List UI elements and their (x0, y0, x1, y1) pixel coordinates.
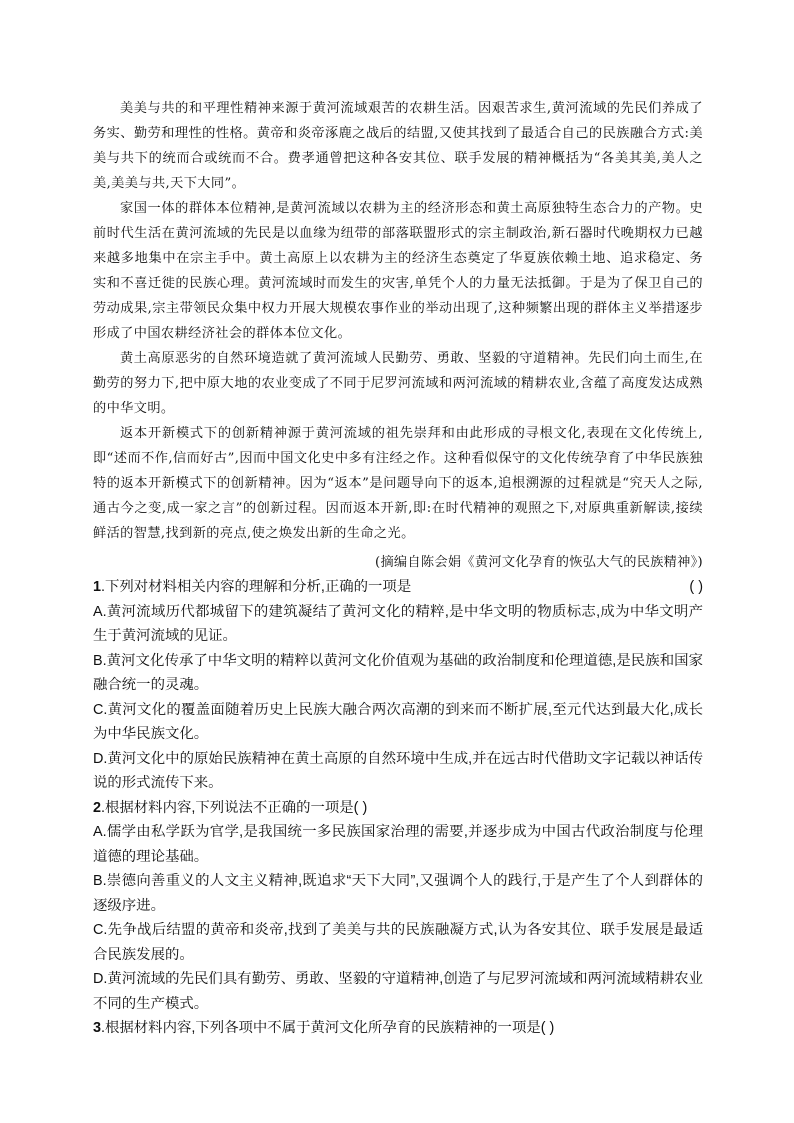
question-text: .根据材料内容,下列各项中不属于黄河文化所孕育的民族精神的一项是( ) (101, 1020, 555, 1036)
answer-blank: ( ) (689, 579, 703, 595)
reading-passage (93, 96, 703, 575)
question-stem (93, 796, 703, 821)
option-d: D.黄河流域的先民们具有勤劳、勇敢、坚毅的守道精神,创造了与尼罗河流域和两河流域精耕农业不同的生产模式。 (93, 971, 703, 1012)
passage-paragraph: 黄土高原恶劣的自然环境造就了黄河流域人民勤劳、勇敢、坚毅的守道精神。先民们向土而生,在勤劳的努力下,把中原大地的农业变成了不同于尼罗河流域和两河流域的精耕农业,含蕴了高度发达成熟的中华文明。 (93, 351, 703, 416)
passage-paragraph: 美美与共的和平理性精神来源于黄河流域艰苦的农耕生活。因艰苦求生,黄河流域的先民们养成了务实、勤劳和理性的性格。黄帝和炎帝涿鹿之战后的结盟,又使其找到了最适合自己的民族融合方式:美美与共下的统而合或统而不合。费孝通曾把这种各安其位、联手发展的精神概括为“各美其美,美人之美,美美与共,天下大同”。 (93, 101, 703, 191)
option-c: C.黄河文化的覆盖面随着历史上民族大融合两次高潮的到来而不断扩展,至元代达到最大化,成长为中华民族文化。 (93, 701, 703, 742)
option-b: B.黄河文化传承了中华文明的精粹以黄河文化价值观为基础的政治制度和伦理道德,是民族和国家融合统一的灵魂。 (93, 652, 703, 693)
passage-source: (摘编自陈会娟《黄河文化孕育的恢弘大气的民族精神》) (375, 555, 703, 570)
question-3 (93, 1016, 703, 1041)
option-c: C.先争战后结盟的黄帝和炎帝,找到了美美与共的民族融凝方式,认为各安其位、联手发展是最适合民族发展的。 (93, 922, 703, 963)
question-stem (93, 575, 703, 600)
question-2 (93, 796, 703, 1017)
option-d: D.黄河文化中的原始民族精神在黄土高原的自然环境中生成,并在远古时代借助文字记载以神话传说的形式流传下来。 (93, 750, 703, 791)
question-number: 3 (93, 1020, 102, 1036)
passage-paragraph: 家国一体的群体本位精神,是黄河流域以农耕为主的经济形态和黄土高原独特生态合力的产物。史前时代生活在黄河流域的先民是以血缘为纽带的部落联盟形式的宗主制政治,新石器时代晚期权力已越来越多地集中在宗主手中。黄土高原上以农耕为主的经济生态奠定了华夏族依赖土地、追求稳定、务实和不喜迁徙的民族心理。黄河流域时而发生的灾害,单凭个人的力量无法抵御。于是为了保卫自己的劳动成果,宗主带领民众集中权力开展大规模农事作业的举动出现了,这种频繁出现的群体主义举措逐步形成了中国农耕经济社会的群体本位文化。 (93, 201, 703, 341)
question-number: 1 (93, 579, 102, 595)
question-stem (93, 1016, 703, 1041)
document-content (93, 96, 703, 1041)
question-number: 2 (93, 799, 102, 816)
question-1 (93, 575, 703, 796)
question-text: .根据材料内容,下列说法不正确的一项是( ) (101, 799, 368, 816)
option-a: A.儒学由私学跃为官学,是我国统一多民族国家治理的需要,并逐步成为中国古代政治制度与伦理道德的理论基础。 (93, 824, 703, 865)
question-text: .下列对材料相关内容的理解和分析,正确的一项是 (101, 579, 412, 595)
option-b: B.崇德向善重义的人文主义精神,既追求“天下大同”,又强调个人的践行,于是产生了个人到群体的逐级序进。 (93, 873, 703, 914)
passage-paragraph: 返本开新模式下的创新精神源于黄河流域的祖先崇拜和由此形成的寻根文化,表现在文化传统上,即“述而不作,信而好古”,因而中国文化史中多有注经之作。这种看似保守的文化传统孕育了中华民族独特的返本开新模式下的创新精神。因为“返本”是问题导向下的返本,追根溯源的过程就是“究天人之际,通古今之变,成一家之言”的创新过程。因而返本开新,即:在时代精神的观照之下,对原典重新解读,接续鲜活的智慧,找到新的亮点,使之焕发出新的生命之光。 (93, 426, 703, 541)
option-a: A.黄河流域历代都城留下的建筑凝结了黄河文化的精粹,是中华文明的物质标志,成为中华文明产生于黄河流域的见证。 (93, 603, 703, 644)
